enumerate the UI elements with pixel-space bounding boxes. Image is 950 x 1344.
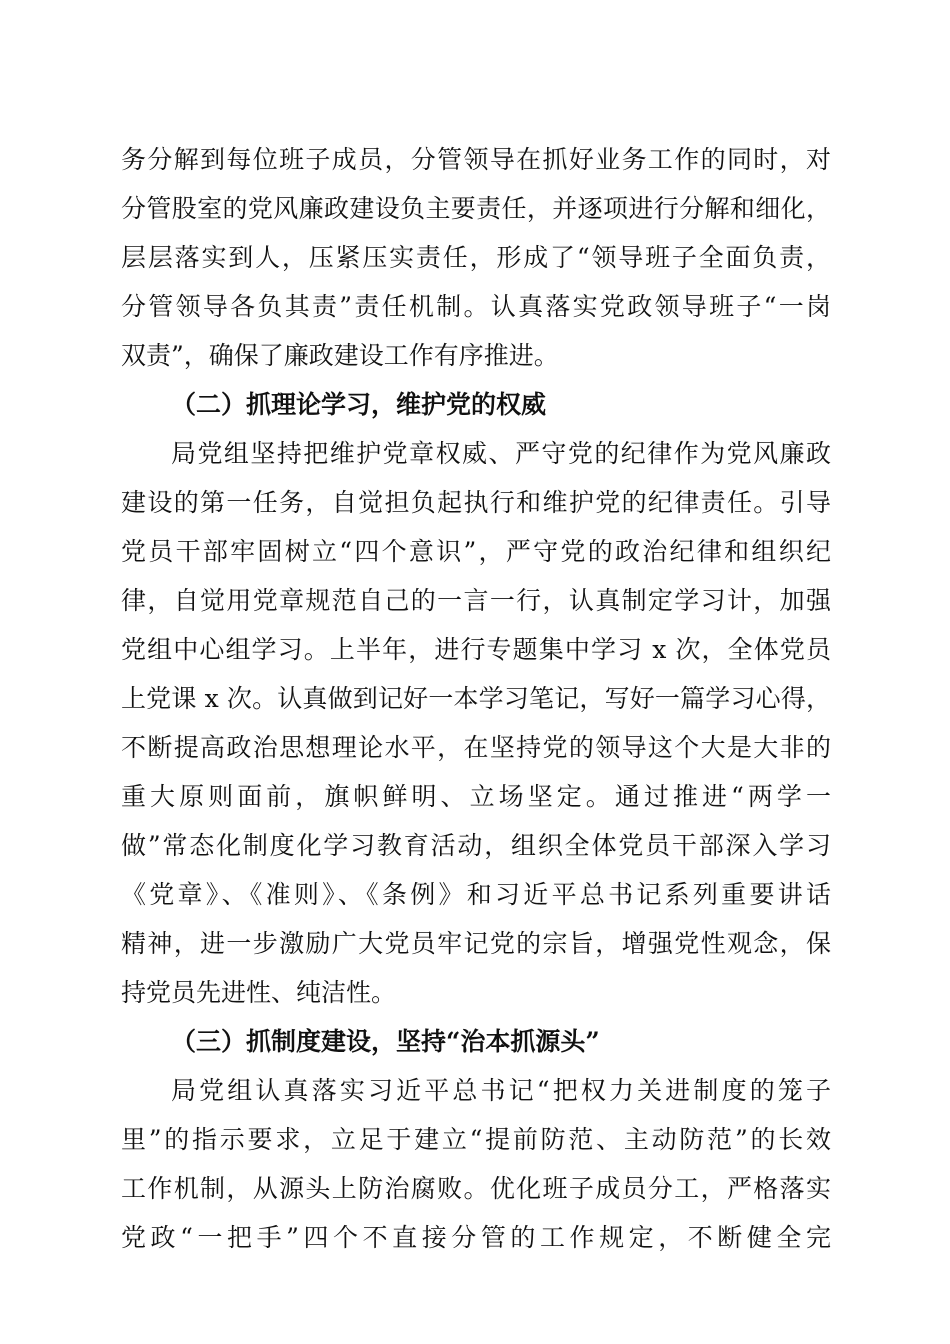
paragraph-3-line-4: 党政“一把手”四个不直接分管的工作规定，不断健全完	[121, 1223, 831, 1252]
paragraph-2-line-10: 《党章》、《准则》、《条例》和习近平总书记系列重要讲话	[121, 880, 831, 909]
paragraph-2-line-3: 党员干部牢固树立“四个意识”，严守党的政治纪律和组织纪	[121, 537, 831, 566]
paragraph-2-line-8: 重大原则面前，旗帜鲜明、立场坚定。通过推进“两学一	[121, 782, 831, 811]
paragraph-3-line-2: 里”的指示要求，立足于建立“提前防范、主动防范”的长效	[121, 1125, 831, 1154]
paragraph-1-line-3: 层层落实到人，压紧压实责任，形成了“领导班子全面负责，	[121, 243, 831, 272]
paragraph-2-line-7: 不断提高政治思想理论水平，在坚持党的领导这个大是大非的	[121, 733, 831, 762]
paragraph-2-line-6: 上党课 x 次。认真做到记好一本学习笔记，写好一篇学习心得，	[121, 684, 831, 713]
paragraph-2-line-11: 精神，进一步激励广大党员牢记党的宗旨，增强党性观念，保	[121, 929, 831, 958]
paragraph-1-line-1: 务分解到每位班子成员，分管领导在抓好业务工作的同时，对	[121, 145, 831, 174]
paragraph-3-line-1: 局党组认真落实习近平总书记“把权力关进制度的笼子	[171, 1076, 831, 1105]
paragraph-2-line-4: 律，自觉用党章规范自己的一言一行，认真制定学习计，加强	[121, 586, 831, 615]
section-heading-2: （二）抓理论学习，维护党的权威	[171, 390, 547, 419]
paragraph-2-line-12: 持党员先进性、纯洁性。	[121, 978, 397, 1007]
paragraph-1-line-5: 双责”，确保了廉政建设工作有序推进。	[121, 341, 559, 370]
section-heading-3: （三）抓制度建设，坚持“治本抓源头”	[171, 1027, 600, 1056]
paragraph-3-line-3: 工作机制，从源头上防治腐败。优化班子成员分工，严格落实	[121, 1174, 831, 1203]
paragraph-1-line-4: 分管领导各负其责”责任机制。认真落实党政领导班子“一岗	[121, 292, 831, 321]
paragraph-2-line-5: 党组中心组学习。上半年，进行专题集中学习 x 次，全体党员	[121, 635, 831, 664]
paragraph-1-line-2: 分管股室的党风廉政建设负主要责任，并逐项进行分解和细化，	[121, 194, 831, 223]
paragraph-2-line-1: 局党组坚持把维护党章权威、严守党的纪律作为党风廉政	[171, 439, 831, 468]
paragraph-2-line-9: 做”常态化制度化学习教育活动，组织全体党员干部深入学习	[121, 831, 831, 860]
paragraph-2-line-2: 建设的第一任务，自觉担负起执行和维护党的纪律责任。引导	[121, 488, 831, 517]
